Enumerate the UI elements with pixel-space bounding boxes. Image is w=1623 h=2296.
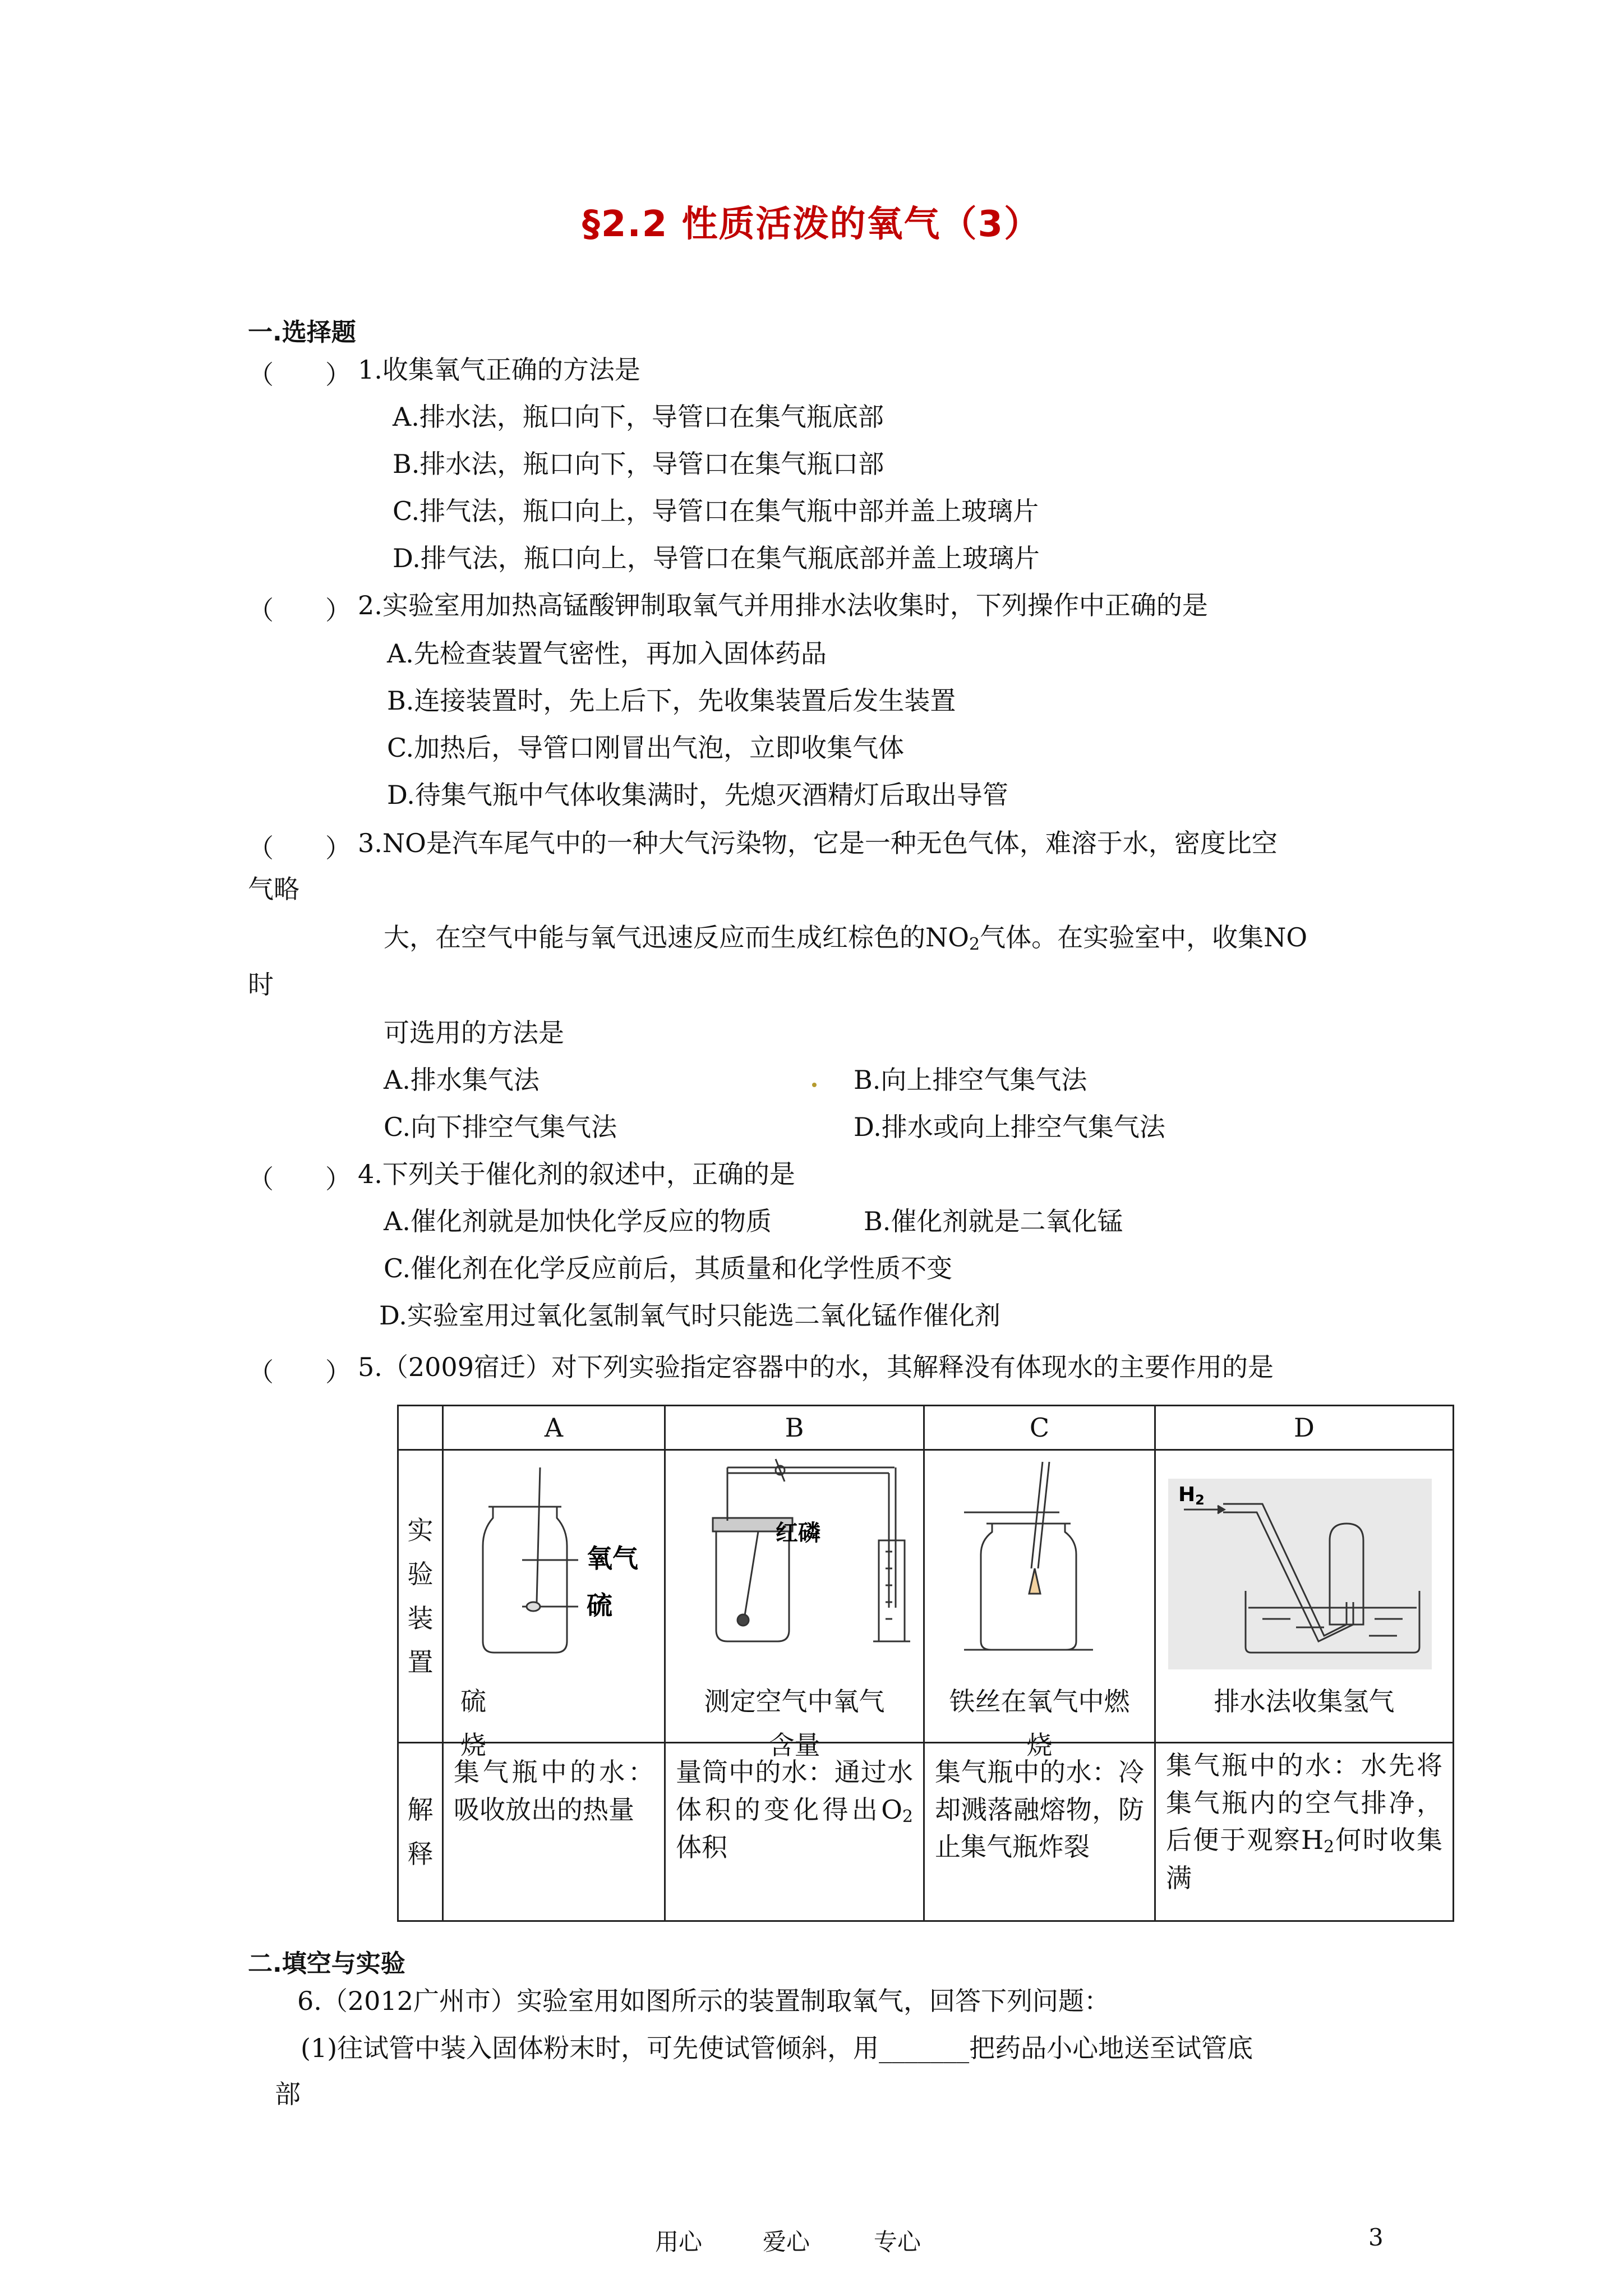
question-3-line-5: 可选用的方法是: [384, 1018, 564, 1048]
apparatus-c: [924, 1450, 1155, 1761]
answer-blank-q4[interactable]: （ ）: [248, 1164, 351, 1194]
apparatus-b: [665, 1450, 924, 1761]
label-oxygen: 氧气: [587, 1543, 638, 1573]
column-header-c: C: [924, 1406, 1155, 1450]
label-red-phosphorus: 红磷: [776, 1520, 820, 1546]
iron-burning-figure: [925, 1456, 1156, 1669]
caption-a-line-1: 硫: [460, 1686, 486, 1717]
label-hydrogen: H2: [1178, 1483, 1205, 1508]
q4-option-d: D.实验室用过氧化氢制氧气时只能选二氧化锰作催化剂: [379, 1300, 1000, 1331]
caption-c-line-1: 铁丝在氧气中燃: [949, 1686, 1130, 1717]
hydrogen-collection-figure: [1156, 1456, 1454, 1669]
question-3-line-2: 气略: [248, 874, 299, 904]
section-heading-choice: 一.选择题: [248, 318, 356, 347]
footer-motto-3: 专心: [874, 2228, 921, 2256]
column-header-d: D: [1155, 1406, 1454, 1450]
question-3-line-1: 3.NO是汽车尾气中的一种大气污染物，它是一种无色气体，难溶于水，密度比空: [358, 828, 1278, 858]
q4-option-b: B.催化剂就是二氧化锰: [864, 1206, 1123, 1236]
caption-d-line-1: 排水法收集氢气: [1214, 1686, 1395, 1717]
explanation-d: 集气瓶中的水：水先将集气瓶内的空气排净，后便于观察$H_2$何时收集满: [1155, 1743, 1454, 1921]
q2-option-d: D.待集气瓶中气体收集满时，先熄灭酒精灯后取出导管: [387, 780, 1008, 810]
answer-blank-q2[interactable]: （ ）: [248, 595, 351, 625]
experiment-table: [397, 1405, 1454, 1922]
oxygen-content-figure: [666, 1456, 925, 1669]
caption-a-line-2: 烧: [460, 1730, 486, 1761]
question-6-stem: 6.（2012广州市）实验室用如图所示的装置制取氧气，回答下列问题：: [297, 1986, 1110, 2016]
row-label-explanation: 解释: [398, 1743, 443, 1921]
caption-b-line-2: 含量: [768, 1730, 820, 1761]
apparatus-a: [443, 1450, 665, 1761]
explanation-a: 集气瓶中的水：吸收放出的热量: [443, 1743, 665, 1921]
q2-option-a: A.先检查装置气密性，再加入固体药品: [387, 638, 827, 669]
q1-option-a: A.排水法，瓶口向下，导管口在集气瓶底部: [393, 402, 884, 432]
q1-option-d: D.排气法，瓶口向上，导管口在集气瓶底部并盖上玻璃片: [393, 543, 1040, 573]
apparatus-d: [1155, 1450, 1454, 1743]
question-3-line-3: 大，在空气中能与氧气迅速反应而生成红棕色的$NO_2$气体。在实验室中，收集NO: [384, 922, 1308, 954]
page-title: §2.2 性质活泼的氧气（3）: [582, 204, 1041, 245]
q4-option-a: A.催化剂就是加快化学反应的物质: [384, 1206, 772, 1236]
sulfur-burning-figure: [444, 1456, 666, 1669]
q3-option-a: A.排水集气法: [384, 1065, 540, 1095]
section-heading-fill: 二.填空与实验: [248, 1949, 405, 1978]
table-corner-cell: [398, 1406, 443, 1450]
caption-c-line-2: 烧: [1026, 1730, 1053, 1761]
question-6-part-1-cont: 部: [275, 2079, 301, 2109]
column-header-a: A: [443, 1406, 665, 1450]
answer-blank-q5[interactable]: （ ）: [248, 1357, 351, 1387]
q1-option-c: C.排气法，瓶口向上，导管口在集气瓶中部并盖上玻璃片: [393, 496, 1039, 526]
speck-mark: [812, 1083, 817, 1087]
column-header-b: B: [665, 1406, 924, 1450]
answer-blank-q1[interactable]: （ ）: [248, 360, 351, 390]
page-number: 3: [1368, 2224, 1384, 2251]
caption-b-line-1: 测定空气中氧气: [704, 1686, 885, 1717]
label-sulfur: 硫: [587, 1590, 612, 1621]
question-5-stem: 5.（2009宿迁）对下列实验指定容器中的水，其解释没有体现水的主要作用的是: [358, 1352, 1274, 1382]
explanation-b: 量筒中的水：通过水体积的变化得出$O_2$体积: [665, 1743, 924, 1921]
question-6-part-1: (1)往试管中装入固体粉末时，可先使试管倾斜，用_______把药品小心地送至试管底: [301, 2033, 1253, 2063]
row-label-apparatus: 实验装置: [398, 1450, 443, 1743]
q3-option-d: D.排水或向上排空气集气法: [854, 1112, 1165, 1142]
question-1-stem: 1.收集氧气正确的方法是: [358, 355, 640, 385]
explanation-c: 集气瓶中的水：冷却溅落融熔物，防止集气瓶炸裂: [924, 1743, 1155, 1921]
q2-option-b: B.连接装置时，先上后下，先收集装置后发生装置: [387, 685, 956, 716]
q2-option-c: C.加热后，导管口刚冒出气泡，立即收集气体: [387, 733, 905, 763]
question-3-line-4: 时: [248, 969, 274, 1000]
q4-option-c: C.催化剂在化学反应前后，其质量和化学性质不变: [384, 1253, 953, 1283]
question-4-stem: 4.下列关于催化剂的叙述中，正确的是: [358, 1159, 795, 1189]
footer-motto-1: 用心: [655, 2228, 703, 2256]
q3-option-b: B.向上排空气集气法: [854, 1065, 1087, 1095]
question-2-stem: 2.实验室用加热高锰酸钾制取氧气并用排水法收集时，下列操作中正确的是: [358, 590, 1208, 620]
q1-option-b: B.排水法，瓶口向下，导管口在集气瓶口部: [393, 449, 884, 479]
q3-option-c: C.向下排空气集气法: [384, 1112, 617, 1142]
footer-motto-2: 爱心: [763, 2228, 810, 2256]
answer-blank-q3[interactable]: （ ）: [248, 833, 351, 863]
